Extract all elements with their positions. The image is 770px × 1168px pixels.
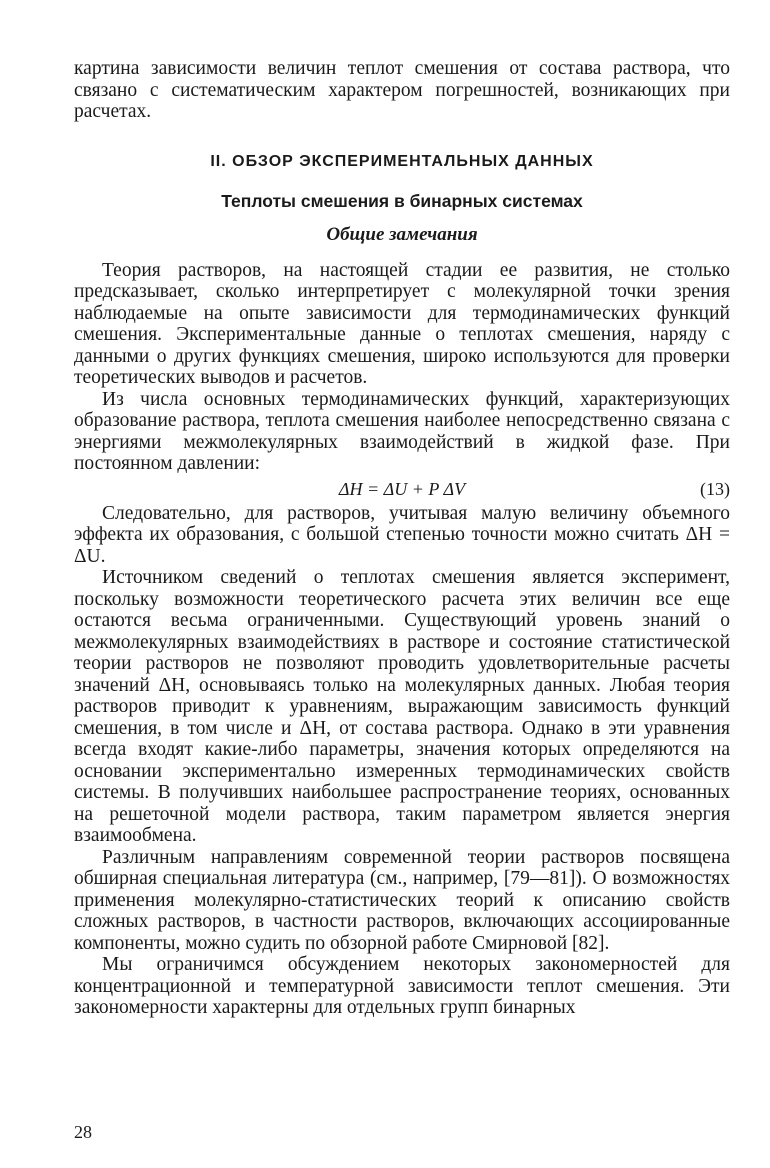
section-heading: II. ОБЗОР ЭКСПЕРИМЕНТАЛЬНЫХ ДАННЫХ	[210, 152, 594, 170]
equation-number: (13)	[700, 478, 730, 499]
equation-row	[74, 477, 730, 501]
paragraph-6: Мы ограничимся обсуждением некоторых закономерностей для концентрационной и температурной зависимости теплот смешения. Эти закономерности характерны для отдельных групп бинарных	[74, 954, 730, 1018]
paragraph-5: Различным направлениям современной теории растворов посвящена обширная специальная литература (см., например, [79—81]). О возможностях применения молекулярно-статистических теорий к описанию свойств сложных растворов, в частности растворов, включающих ассоциированные компоненты, можно судить по обзорной работе Смирновой [82].	[74, 846, 730, 954]
paragraph-3: Следовательно, для растворов, учитывая малую величину объемного эффекта их образования, с большой степенью точности можно считать ΔH = ΔU.	[74, 502, 730, 567]
paragraph-2: Из числа основных термодинамических функций, характеризующих образование раствора, теплота смешения наиболее непосредственно связана с энергиями межмолекулярных взаимодействий в жидкой фазе. При постоянном давлении:	[74, 388, 730, 474]
subsection-heading: Теплоты смешения в бинарных системах	[221, 190, 583, 211]
paragraph-1: Теория растворов, на настоящей стадии ее развития, не столько предсказывает, сколько интерпретирует с молекулярной точки зрения наблюдаемые на опыте зависимости для термодинамических функций смешения. Экспериментальные данные о теплотах смешения, наряду с данными о других функциях смешения, широко используются для проверки теоретических выводов и расчетов.	[74, 259, 730, 388]
equation-formula: ΔH = ΔU + P ΔV	[338, 478, 466, 499]
subsubsection-heading: Общие замечания	[326, 223, 478, 245]
page-body	[74, 58, 730, 1019]
page-number: 28	[74, 1122, 92, 1142]
paragraph-4: Источником сведений о теплотах смешения является эксперимент, поскольку возможности теоретического расчета этих величин все еще остаются весьма ограниченными. Существующий уровень знаний о межмолекулярных взаимодействиях в растворе и состояние статистической теории растворов не позволяют проводить удовлетворительные расчеты значений ΔH, основываясь только на молекулярных данных. Любая теория растворов приводит к уравнениям, выражающим зависимость функций смешения, в том числе и ΔH, от состава раствора. Однако в эти уравнения всегда входят какие-либо параметры, значения которых определяются на основании экспериментально измеренных термодинамических свойств системы. В получивших наибольшее распространение теориях, основанных на решеточной модели раствора, таким параметром является энергия взаимообмена.	[74, 567, 730, 846]
paragraph-intro-continued: картина зависимости величин теплот смешения от состава раствора, что связано с систематическим характером погрешностей, возникающих при расчетах.	[74, 58, 730, 122]
